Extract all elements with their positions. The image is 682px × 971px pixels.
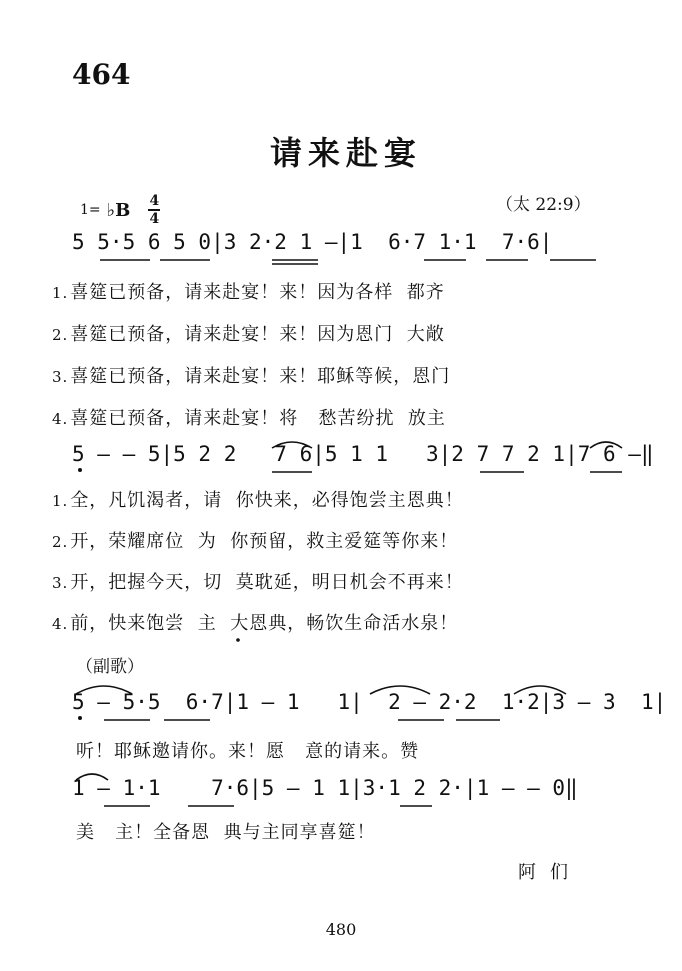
lyric-text: 喜筵已预备，请来赴宴！来！因为恩门 大敞	[70, 324, 445, 345]
lyric-text: 喜筵已预备，请来赴宴！来！耶稣等候，恩门	[70, 366, 451, 387]
verse-1-line-2	[52, 486, 652, 512]
lyric-text: 喜筵已预备，请来赴宴！将 愁苦纷扰 放主	[70, 408, 446, 429]
verse-number: 3.	[52, 368, 69, 386]
hymn-title: 请来赴宴	[269, 134, 422, 172]
time-signature-bottom: 4	[149, 211, 160, 227]
time-signature	[148, 194, 160, 226]
verse-number: 2.	[52, 326, 69, 344]
refrain-lyric-2: 美 主！全备恩 典与主同享喜筵！	[76, 822, 376, 843]
scripture-reference: （太 22:9）	[496, 195, 591, 215]
verse-number: 1.	[52, 492, 69, 510]
lyric-text: 开，把握今天，切 莫耽延，明日机会不再来！	[70, 572, 464, 593]
verse-2-line-2	[52, 527, 652, 553]
lyric-text: 喜筵已预备，请来赴宴！来！因为各样 都齐	[70, 282, 445, 303]
verse-3-line-2	[52, 568, 652, 594]
notation-line-2: 5 – – 5|5 2 2 7 6|5 1 1 3|2 7 7 2 1|7 6 –‖	[72, 442, 654, 466]
octave-dot	[236, 638, 240, 642]
notation-line-3: 5 – 5·5 6·7|1 – 1 1| 2 – 2·2 1·2|3 – 3 1|	[72, 690, 667, 714]
verse-number: 2.	[52, 533, 69, 551]
amen: 阿们	[518, 862, 582, 883]
verse-2-line-1	[52, 320, 652, 346]
refrain-label: （副歌）	[76, 657, 144, 677]
verse-4-line-1	[52, 404, 652, 430]
refrain-lyric-1: 听！耶稣邀请你。来！愿 意的请来。赞	[76, 741, 420, 762]
lyric-text: 前，快来饱尝 主 大恩典，畅饮生命活水泉！	[70, 613, 459, 634]
key-note: ♭B	[106, 199, 131, 221]
notation-line-4: 1 – 1·1 7·6|5 – 1 1|3·1 2 2·|1 – – 0‖	[72, 776, 578, 800]
key-signature	[80, 192, 160, 228]
octave-dot	[78, 716, 82, 720]
verse-number: 3.	[52, 574, 69, 592]
verse-3-line-1	[52, 362, 652, 388]
page-number: 480	[325, 920, 357, 939]
lyric-text: 开，荣耀席位 为 你预留，救主爱筵等你来！	[70, 531, 459, 552]
verse-number: 4.	[52, 410, 69, 428]
hymn-number: 464	[72, 58, 131, 91]
verse-number: 1.	[52, 284, 69, 302]
verse-1-line-1	[52, 278, 652, 304]
notation-line-1: 5 5·5 6 5 0|3 2·2 1 –|1 6·7 1·1 7·6|	[72, 230, 553, 254]
time-signature-top: 4	[149, 193, 160, 209]
key-label: 1=	[80, 202, 101, 218]
lyric-text: 全，凡饥渴者，请 你快来，必得饱尝主恩典！	[70, 490, 464, 511]
octave-dot	[78, 468, 82, 472]
verse-4-line-2	[52, 609, 652, 635]
verse-number: 4.	[52, 615, 69, 633]
